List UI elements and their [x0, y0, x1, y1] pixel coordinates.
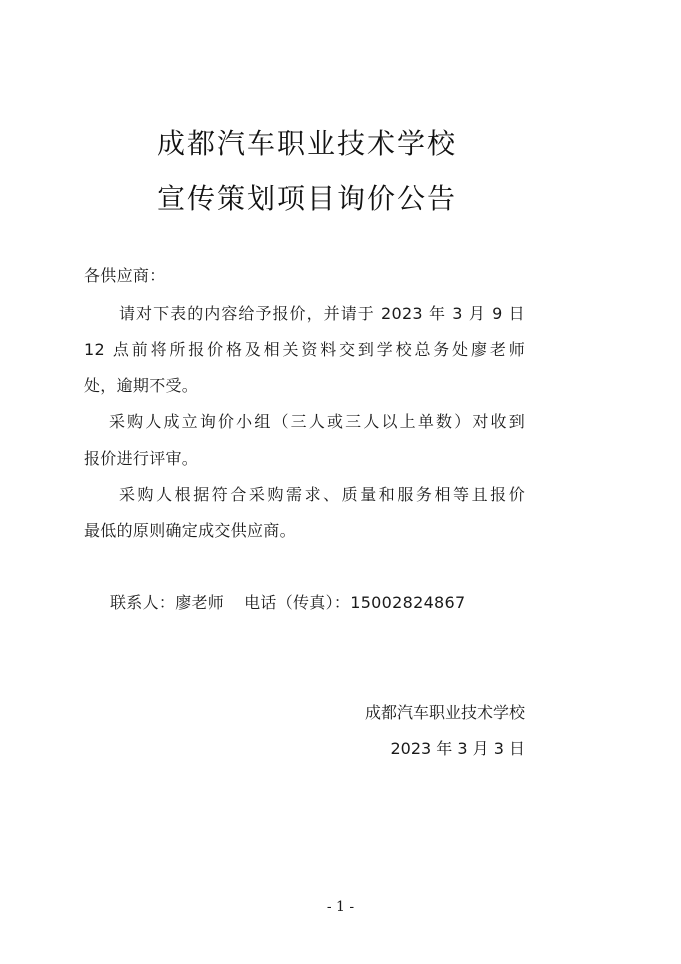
paragraph-2-line-2: 报价进行评审。 [84, 449, 199, 468]
contact-phone-number: 15002824867 [350, 593, 466, 612]
signature-date: 2023 年 3 月 3 日 [390, 739, 525, 758]
contact-phone-label: 电话（传真）： [244, 593, 351, 612]
document-title-line-1: 成都汽车职业技术学校 [157, 127, 458, 160]
paragraph-3-line-1: 采购人根据符合采购需求、质量和服务相等且报价 [119, 485, 525, 504]
paragraph-1-line-3: 处，逾期不受。 [84, 376, 199, 395]
paragraph-1-line-1: 请对下表的内容给予报价，并请于 2023 年 3 月 9 日 [119, 304, 525, 323]
paragraph-3-line-2: 最低的原则确定成交供应商。 [84, 521, 296, 540]
contact-line [110, 593, 466, 613]
contact-person-name: 廖老师 [175, 593, 225, 612]
paragraph-1-line-2: 12 点前将所报价格及相关资料交到学校总务处廖老师 [84, 340, 525, 359]
document-title-line-2: 宣传策划项目询价公告 [157, 182, 458, 215]
salutation: 各供应商： [84, 266, 166, 285]
paragraph-2-line-1: 采购人成立询价小组（三人或三人以上单数）对收到 [109, 412, 525, 431]
page-number: - 1 - [326, 899, 355, 915]
contact-person-label: 联系人： [110, 593, 176, 612]
signature-organization: 成都汽车职业技术学校 [364, 703, 525, 722]
